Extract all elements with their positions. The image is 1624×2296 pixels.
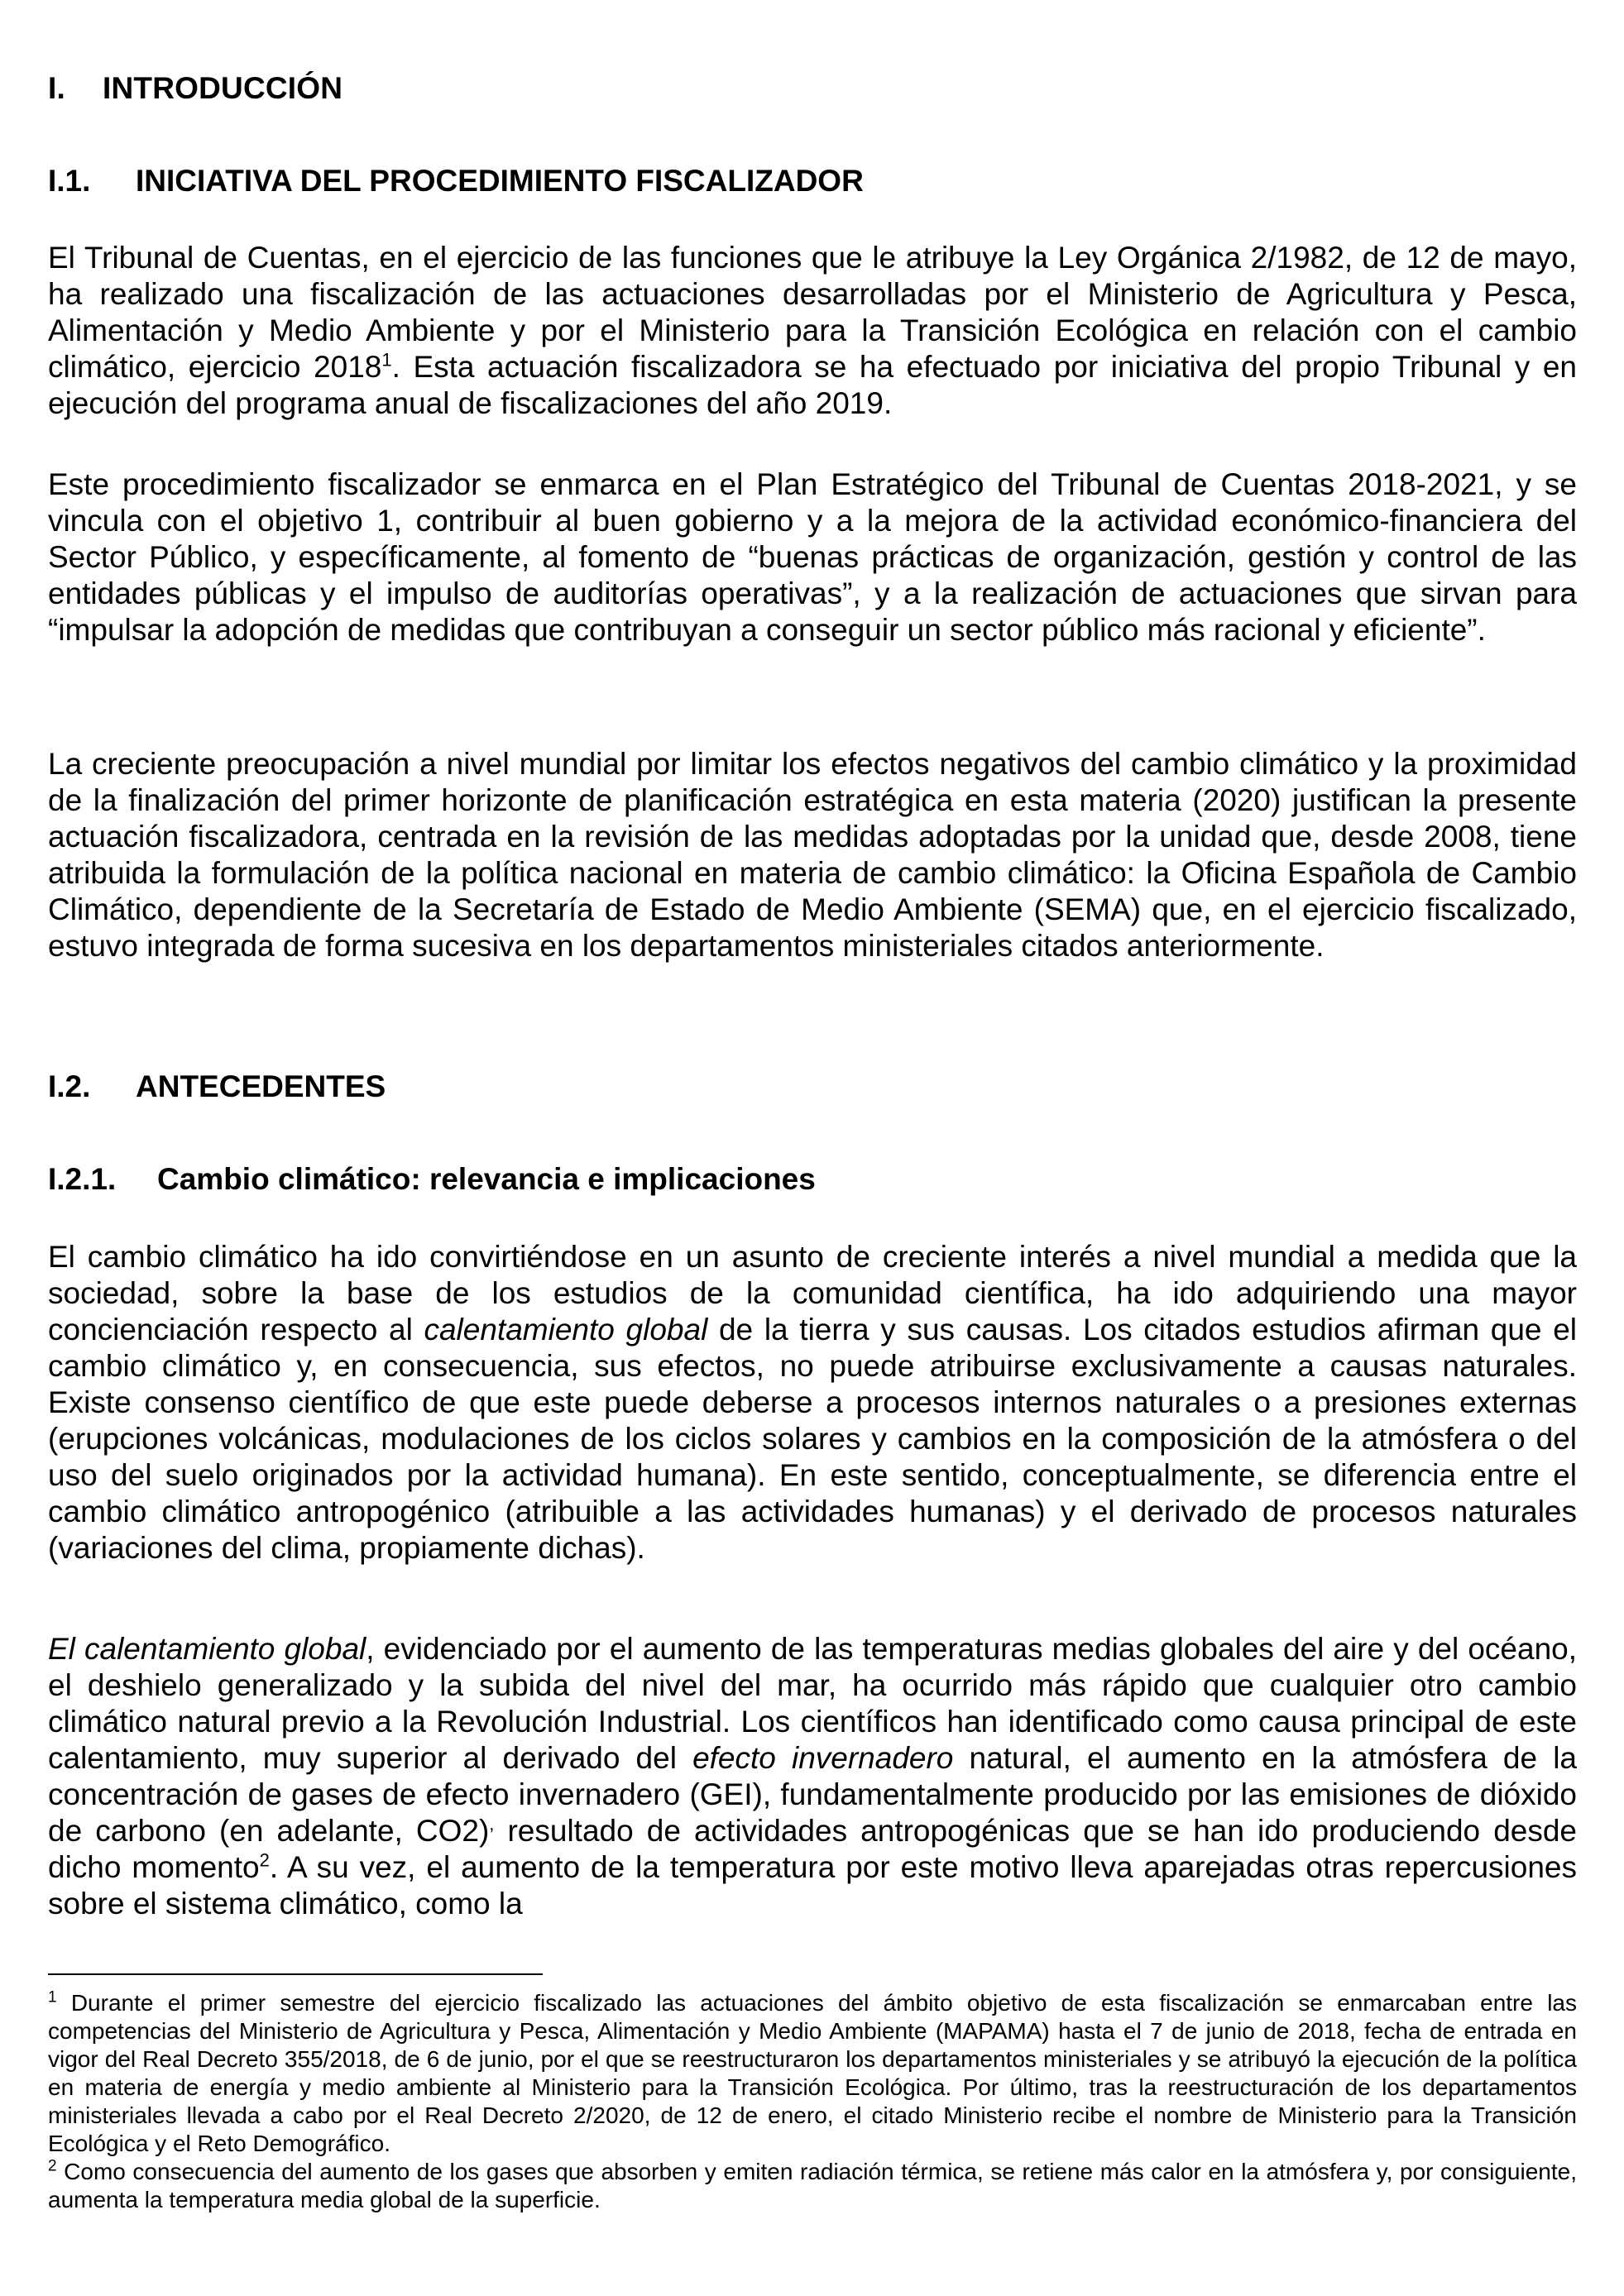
footnote-2-text: Como consecuencia del aumento de los gases que absorben y emiten radiación térmica, se retiene más calor en la atmósfera y, por consiguiente, aumenta la temperatura media global de la superficie. [48,2159,1577,2212]
paragraph-1-text-a: El Tribunal de Cuentas, en el ejercicio de las funciones que le atribuye la Ley Orgánica 2/1982, de 12 de mayo, ha realizado una fiscalización de las actuaciones desarrolladas por el Ministerio de Agricultura y Pesca, Alimentación y Medio Ambiente y por el Ministerio para la Transición Ecológica en relación con el cambio climático, ejercicio 2018 [48,241,1577,384]
paragraph-5-emphasis-2: efecto invernadero [692,1741,954,1775]
paragraph-4 [48,1239,1577,1567]
footnote-1 [48,1989,1577,2158]
subsection-number: I.2.1. [48,1162,117,1196]
paragraph-4-text-a: El cambio climático ha ido convirtiéndose en un asunto de creciente interés a nivel mundial a medida que la sociedad, sobre la base de los estudios de la comunidad científica, ha ido adquiriendo una mayor concienciación respecto al [48,1240,1577,1347]
section-heading-1-2 [48,1069,386,1104]
paragraph-1-text-b: . Esta actuación fiscalizadora se ha efectuado por iniciativa del propio Tribunal y en ejecución del programa anual de fiscalizaciones del año 2019. [48,350,1577,420]
section-title: INICIATIVA DEL PROCEDIMIENTO FISCALIZADOR [136,164,864,198]
footnote-ref-1[interactable]: 1 [381,349,392,371]
paragraph-2: Este procedimiento fiscalizador se enmarca en el Plan Estratégico del Tribunal de Cuentas 2018-2021, y se vincula con el objetivo 1, contribuir al buen gobierno y a la mejora de la actividad económico-financiera del Sector Público, y específicamente, al fomento de “buenas prácticas de organización, gestión y control de las entidades públicas y el impulso de auditorías operativas”, y a la realización de actuaciones que sirvan para “impulsar la adopción de medidas que contribuyan a conseguir un sector público más racional y eficiente”. [48,467,1577,647]
subsection-heading-1-2-1 [48,1162,816,1197]
subsection-title: Cambio climático: relevancia e implicaciones [157,1162,816,1196]
chapter-number: I. [48,71,65,105]
footnote-2-number: 2 [48,2157,57,2175]
footnote-2 [48,2158,1577,2214]
footnote-separator [48,1973,543,1975]
footnote-ref-2[interactable]: 2 [259,1849,270,1871]
paragraph-4-emphasis: calentamiento global [424,1313,708,1347]
footnote-1-text: Durante el primer semestre del ejercicio fiscalizado las actuaciones del ámbito objetivo de esta fiscalización se enmarcaban entre las competencias del Ministerio de Agricultura y Pesca, Alimentación y Medio Ambiente (MAPAMA) hasta el 7 de junio de 2018, fecha de entrada en vigor del Real Decreto 355/2018, de 6 de junio, por el que se reestructuraron los departamentos ministeriales y se atribuyó la ejecución de la política en materia de energía y medio ambiente al Ministerio para la Transición Ecológica. Por último, tras la reestructuración de los departamentos ministeriales llevada a cabo por el Real Decreto 2/2020, de 12 de enero, el citado Ministerio recibe el nombre de Ministerio para la Transición Ecológica y el Reto Demográfico. [48,1990,1577,2156]
paragraph-5-text-a: , evidenciado por el aumento de las temperaturas medias globales del aire y del océano, el deshielo generalizado y la subida del nivel del mar, ha ocurrido más rápido que cualquier otro cambio climático natural previo a la Revolución Industrial. Los científicos han identificado como causa principal de este calentamiento, muy superior al derivado del [48,1632,1578,1775]
paragraph-5-text-b: natural, el aumento en la atmósfera de la concentración de gases de efecto invernadero (GEI), fundamentalmente producido por las emisiones de dióxido de carbono (en adelante, CO2) [48,1741,1577,1848]
paragraph-5-subscript-comma: , [489,1813,495,1834]
section-number: I.2. [48,1069,91,1103]
chapter-heading [48,71,343,106]
paragraph-5-text-c: resultado de actividades antropogénicas que se han ido produciendo desde dicho momento [48,1814,1578,1884]
chapter-title: INTRODUCCIÓN [103,71,343,105]
paragraph-5 [48,1631,1577,1922]
paragraph-5-text-d: . A su vez, el aumento de la temperatura por este motivo lleva aparejadas otras repercusiones sobre el sistema climático, como la [48,1850,1578,1921]
paragraph-1 [48,240,1577,422]
paragraph-3: La creciente preocupación a nivel mundial por limitar los efectos negativos del cambio climático y la proximidad de la finalización del primer horizonte de planificación estratégica en esta materia (2020) justifican la presente actuación fiscalizadora, centrada en la revisión de las medidas adoptadas por la unidad que, desde 2008, tiene atribuida la formulación de la política nacional en materia de cambio climático: la Oficina Española de Cambio Climático, dependiente de la Secretaría de Estado de Medio Ambiente (SEMA) que, en el ejercicio fiscalizado, estuvo integrada de forma sucesiva en los departamentos ministeriales citados anteriormente. [48,747,1577,963]
section-title: ANTECEDENTES [136,1069,386,1103]
paragraph-4-text-b: de la tierra y sus causas. Los citados estudios afirman que el cambio climático y, en consecuencia, sus efectos, no puede atribuirse exclusivamente a causas naturales. Existe consenso científico de que este puede deberse a procesos internos naturales o a presiones externas (erupciones volcánicas, modulaciones de los ciclos solares y cambios en la composición de la atmósfera o del uso del suelo originados por la actividad humana). En este sentido, conceptualmente, se diferencia entre el cambio climático antropogénico (atribuible a las actividades humanas) y el derivado de procesos naturales (variaciones del clima, propiamente dichas). [48,1313,1577,1565]
section-number: I.1. [48,164,91,198]
section-heading-1-1 [48,164,864,199]
paragraph-5-emphasis-1: El calentamiento global [48,1632,366,1666]
footnote-1-number: 1 [48,1988,57,2007]
